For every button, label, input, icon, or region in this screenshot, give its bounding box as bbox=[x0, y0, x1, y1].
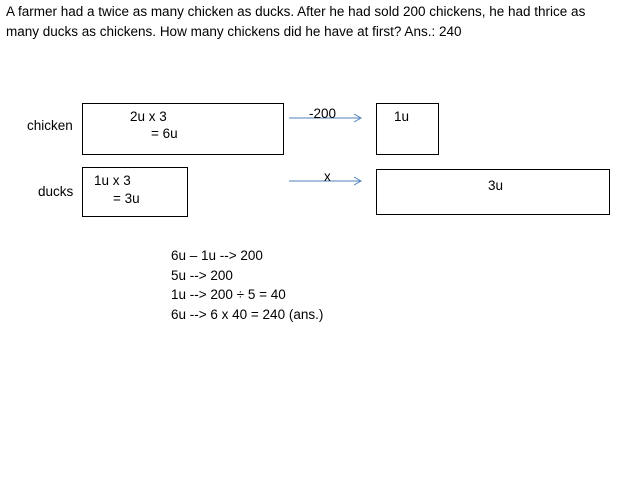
solution-step-1: 6u – 1u --> 200 bbox=[171, 248, 263, 263]
ducks-before-line-2: = 3u bbox=[113, 191, 140, 206]
chicken-before-line-2: = 6u bbox=[151, 126, 178, 141]
solution-step-4: 6u --> 6 x 40 = 240 (ans.) bbox=[171, 306, 324, 322]
chicken-label: chicken bbox=[27, 118, 73, 133]
chicken-after-text: 1u bbox=[394, 109, 410, 124]
solution-step-2: 5u --> 200 bbox=[171, 267, 233, 283]
ducks-after-text: 3u bbox=[488, 178, 504, 193]
ducks-change-label: x bbox=[324, 169, 331, 184]
chicken-before-line-1: 2u x 3 bbox=[130, 109, 167, 124]
question-line-2: many ducks as chickens. How many chickens did he have at first? Ans.: 240 bbox=[6, 24, 462, 39]
solution-steps bbox=[171, 246, 323, 324]
ducks-before-line-1: 1u x 3 bbox=[94, 173, 131, 188]
chicken-change-label: -200 bbox=[309, 106, 337, 121]
ducks-label: ducks bbox=[38, 184, 74, 199]
question-line-1: A farmer had a twice as many chicken as ducks. After he had sold 200 chickens, he had thrice as bbox=[6, 4, 586, 19]
solution-step-3: 1u --> 200 ÷ 5 = 40 bbox=[171, 287, 286, 302]
